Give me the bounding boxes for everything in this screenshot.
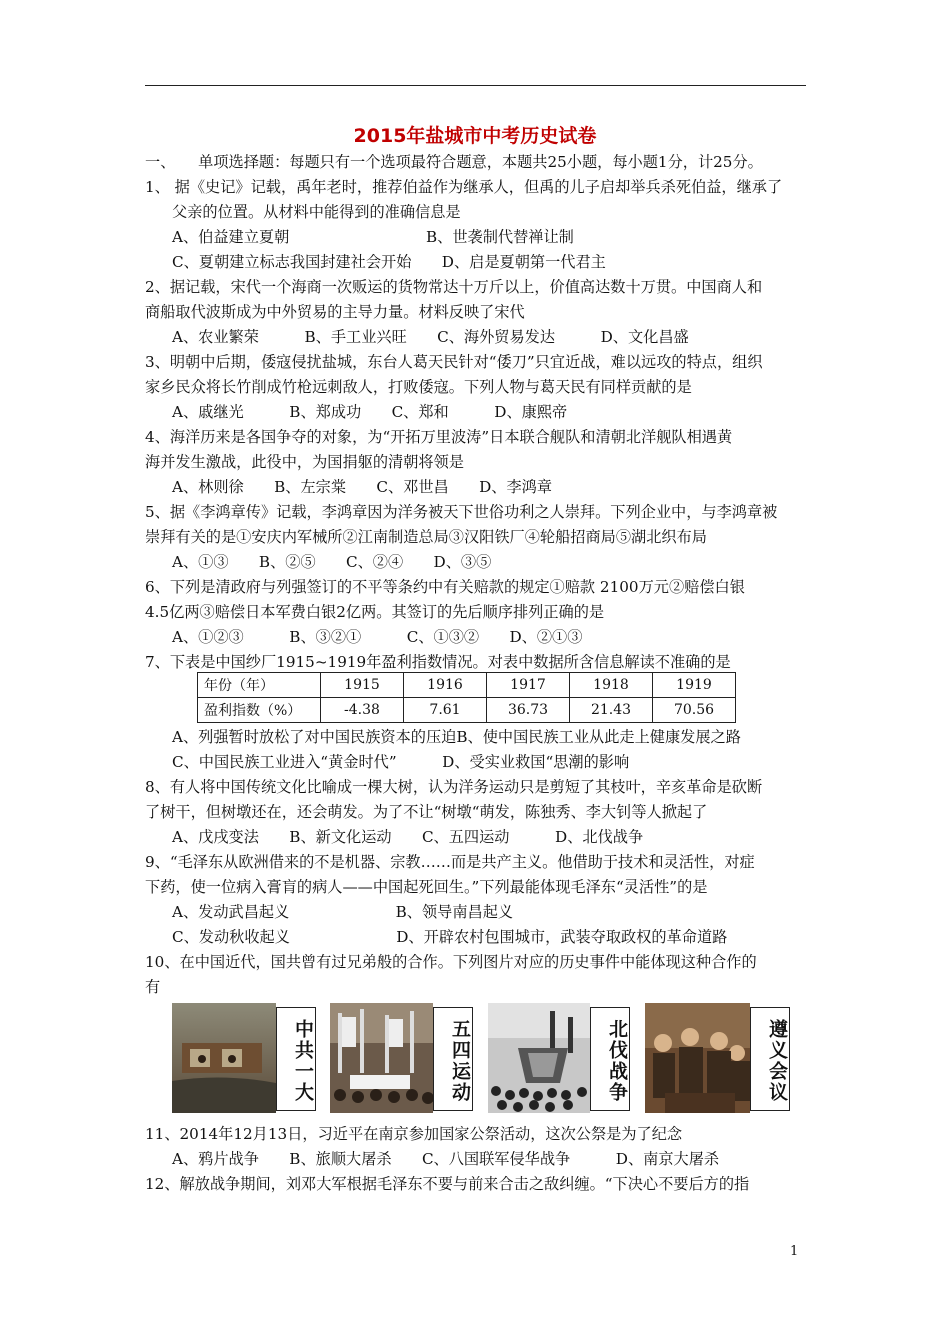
page-title: 2015年盐城市中考历史试卷 [353,125,597,147]
question-line: 11、2014年12月13日，习近平在南京参加国家公祭活动，这次公祭是为了纪念 [145,1125,683,1143]
option-line: A、发动武昌起义 B、领导南昌起义 [172,903,514,921]
question-line: 8、有人将中国传统文化比喻成一棵大树，认为洋务运动只是剪短了其枝叶，辛亥革命是砍断 [145,778,763,796]
meeting-painting-image [645,1003,750,1113]
question-line: 10、在中国近代，国共曾有过兄弟般的合作。下列图片对应的历史事件中能体现这种合作的 [145,953,757,971]
question-line: 7、下表是中国纱厂1915~1919年盈利指数情况。对表中数据所含信息解读不准确的是 [145,653,731,671]
question-line: 12、解放战争期间，刘邓大军根据毛泽东不要与前来合击之敌纠缠。“下决心不要后方的指 [145,1175,750,1193]
protest-photo-image [330,1003,433,1113]
question-line: 下药，使一位病入膏肓的病人——中国起死回生。”下列最能体现毛泽东“灵活性”的是 [145,878,708,896]
table-row [198,698,736,723]
profit-index-table [197,672,736,723]
table-cell: 7.61 [404,698,487,723]
page-number: 1 [790,1244,799,1259]
option-line: A、①③ B、②⑤ C、②④ D、③⑤ [172,553,492,571]
option-line: A、戊戌变法 B、新文化运动 C、五四运动 D、北伐战争 [172,828,644,846]
question-line: 商船取代波斯成为中外贸易的主导力量。材料反映了宋代 [145,303,525,321]
question-line: 4.5亿两③赔偿日本军费白银2亿两。其签订的先后顺序排列正确的是 [145,603,605,621]
option-line: A、伯益建立夏朝 B、世袭制代替禅让制 [172,228,574,246]
picture-northern-expedition [488,1003,632,1113]
option-line: A、列强暂时放松了对中国民族资本的压迫B、使中国民族工业从此走上健康发展之路 [172,728,741,746]
question-line: 9、“毛泽东从欧洲借来的不是机器、宗教……而是共产主义。他借助于技术和灵活性，对症 [145,853,755,871]
question-line: 6、下列是清政府与列强签订的不平等条约中有关赔款的规定①赔款 2100万元②赔偿白银 [145,578,745,596]
option-line: C、中国民族工业进入“黄金时代” D、受实业救国“思潮的影响 [172,753,630,771]
table-cell: 36.73 [487,698,570,723]
table-row [198,673,736,698]
option-line: C、发动秋收起义 D、开辟农村包围城市，武装夺取政权的革命道路 [172,928,728,946]
table-cell: 盈利指数（%） [198,698,321,723]
table-cell: 21.43 [570,698,653,723]
option-line: A、林则徐 B、左宗棠 C、邓世昌 D、李鸿章 [172,478,553,496]
instruction-line: 一、 单项选择题：每题只有一个选项最符合题意，本题共25小题，每小题1分，计25分。 [145,153,763,171]
question-line: 5、据《李鸿章传》记载，李鸿章因为洋务被天下世俗功利之人崇拜。下列企业中，与李鸿章被 [145,503,778,521]
option-line: A、鸦片战争 B、旅顺大屠杀 C、八国联军侵华战争 D、南京大屠杀 [172,1150,720,1168]
rally-photo-image [488,1003,590,1113]
picture-label: 中共一大 [276,1007,316,1111]
option-line: A、①②③ B、③②① C、①③② D、②①③ [172,628,583,646]
question-line: 1、 据《史记》记载，禹年老时，推荐伯益作为继承人，但禹的儿子启却举兵杀死伯益，继承了 [145,178,783,196]
picture-first-congress [172,1003,318,1113]
question-line: 海并发生激战，此役中，为国捐躯的清朝将领是 [145,453,464,471]
option-line: C、夏朝建立标志我国封建社会开始 D、启是夏朝第一代君主 [172,253,606,271]
table-cell: 1915 [321,673,404,698]
option-line: A、农业繁荣 B、手工业兴旺 C、海外贸易发达 D、文化昌盛 [172,328,689,346]
table-cell: 年份（年） [198,673,321,698]
question-line: 家乡民众将长竹削成竹枪远刺敌人，打败倭寇。下列人物与葛天民有同样贡献的是 [145,378,692,396]
question-line: 父亲的位置。从材料中能得到的准确信息是 [172,203,461,221]
table-cell: 1916 [404,673,487,698]
picture-label: 遵义会议 [750,1007,790,1111]
picture-label: 五四运动 [433,1007,473,1111]
option-line: A、戚继光 B、郑成功 C、郑和 D、康熙帝 [172,403,568,421]
table-cell: 1919 [653,673,736,698]
question-line: 崇拜有关的是①安庆内军械所②江南制造总局③汉阳铁厂④轮船招商局⑤湖北织布局 [145,528,707,546]
picture-may-fourth [330,1003,475,1113]
table-cell: 70.56 [653,698,736,723]
table-cell: 1918 [570,673,653,698]
header-rule [145,85,806,86]
picture-label: 北伐战争 [590,1007,630,1111]
table-cell: 1917 [487,673,570,698]
picture-zunyi-conference [645,1003,792,1113]
question-line: 了树干，但树墩还在，还会萌发。为了不让“树墩“萌发，陈独秀、李大钊等人掀起了 [145,803,708,821]
question-line: 4、海洋历来是各国争夺的对象，为“开拓万里波涛”日本联合舰队和清朝北洋舰队相遇黄 [145,428,733,446]
boat-painting-image [172,1003,276,1113]
question-line: 2、据记载，宋代一个海商一次贩运的货物常达十万斤以上，价值高达数十万贯。中国商人和 [145,278,763,296]
question-line: 3、明朝中后期，倭寇侵扰盐城，东台人葛天民针对“倭刀”只宜近战，难以远攻的特点，组织 [145,353,763,371]
question-line: 有 [145,978,161,996]
table-cell: -4.38 [321,698,404,723]
